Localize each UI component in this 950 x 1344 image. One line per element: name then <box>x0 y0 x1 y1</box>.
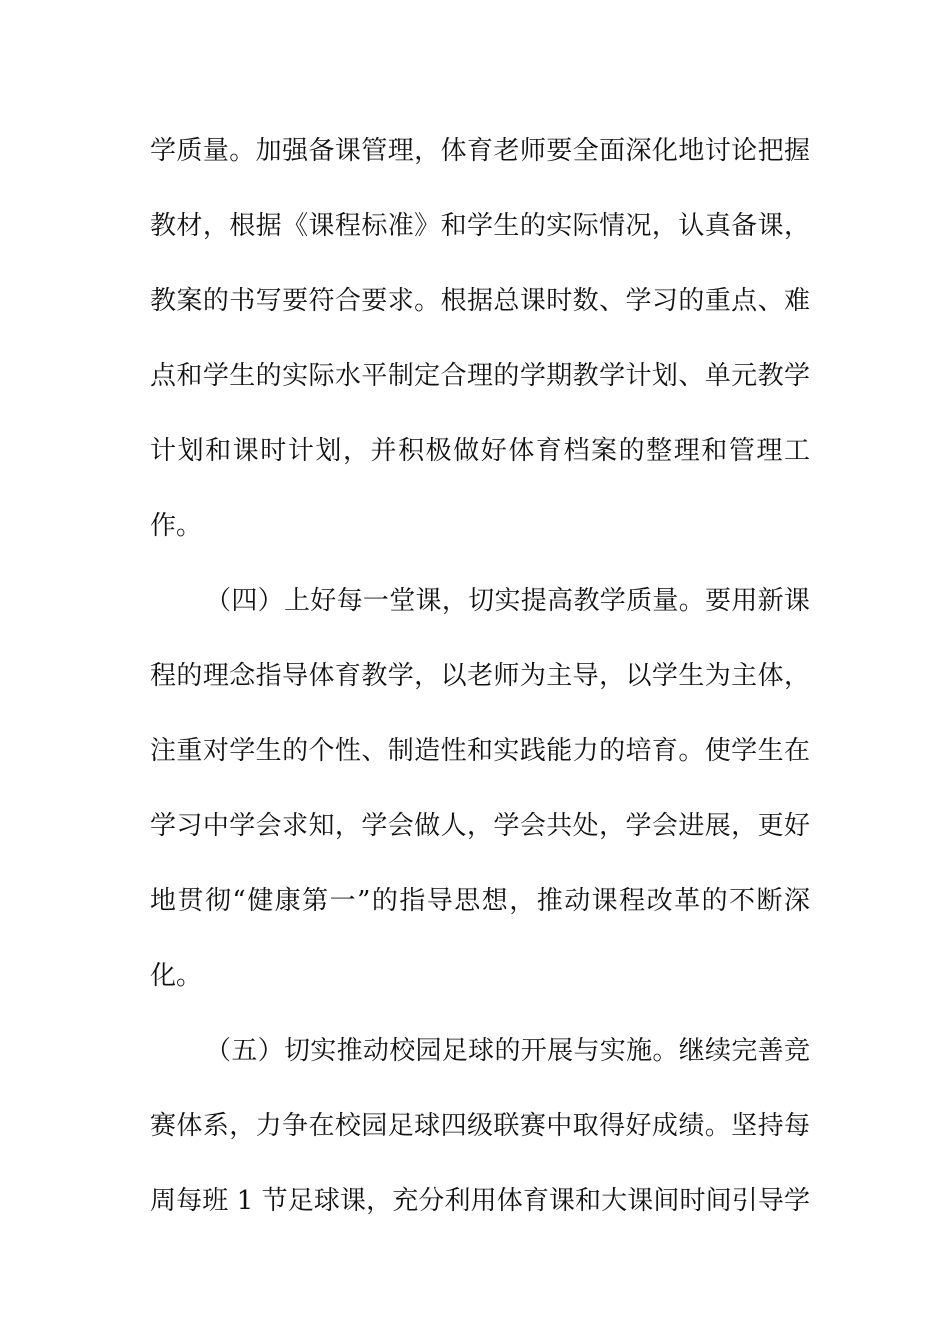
text-line: 计划和课时计划，并积极做好体育档案的整理和管理工 <box>150 436 810 466</box>
text-line: 学质量。加强备课管理，体育老师要全面深化地讨论把握 <box>150 136 810 166</box>
text-line: 作。 <box>150 511 203 541</box>
text-line: 地贯彻“健康第一”的指导思想，推动课程改革的不断深 <box>150 886 810 916</box>
text-line: 化。 <box>150 961 203 991</box>
text-line: 教案的书写要符合要求。根据总课时数、学习的重点、难 <box>150 286 810 316</box>
paragraph-heading-line: （四）上好每一堂课，切实提高教学质量。要用新课 <box>205 586 810 616</box>
text-line: 学习中学会求知，学会做人，学会共处，学会进展，更好 <box>150 811 810 841</box>
text-line: 赛体系，力争在校园足球四级联赛中取得好成绩。坚持每 <box>150 1111 810 1141</box>
text-line: 点和学生的实际水平制定合理的学期教学计划、单元教学 <box>150 361 810 391</box>
text-line: 教材，根据《课程标准》和学生的实际情况，认真备课， <box>150 211 810 241</box>
text-line: 周每班 1 节足球课，充分利用体育课和大课间时间引导学 <box>150 1186 810 1216</box>
text-line: 程的理念指导体育教学，以老师为主导，以学生为主体， <box>150 661 810 691</box>
text-line: 注重对学生的个性、制造性和实践能力的培育。使学生在 <box>150 736 810 766</box>
paragraph-heading-line: （五）切实推动校园足球的开展与实施。继续完善竞 <box>205 1036 810 1066</box>
